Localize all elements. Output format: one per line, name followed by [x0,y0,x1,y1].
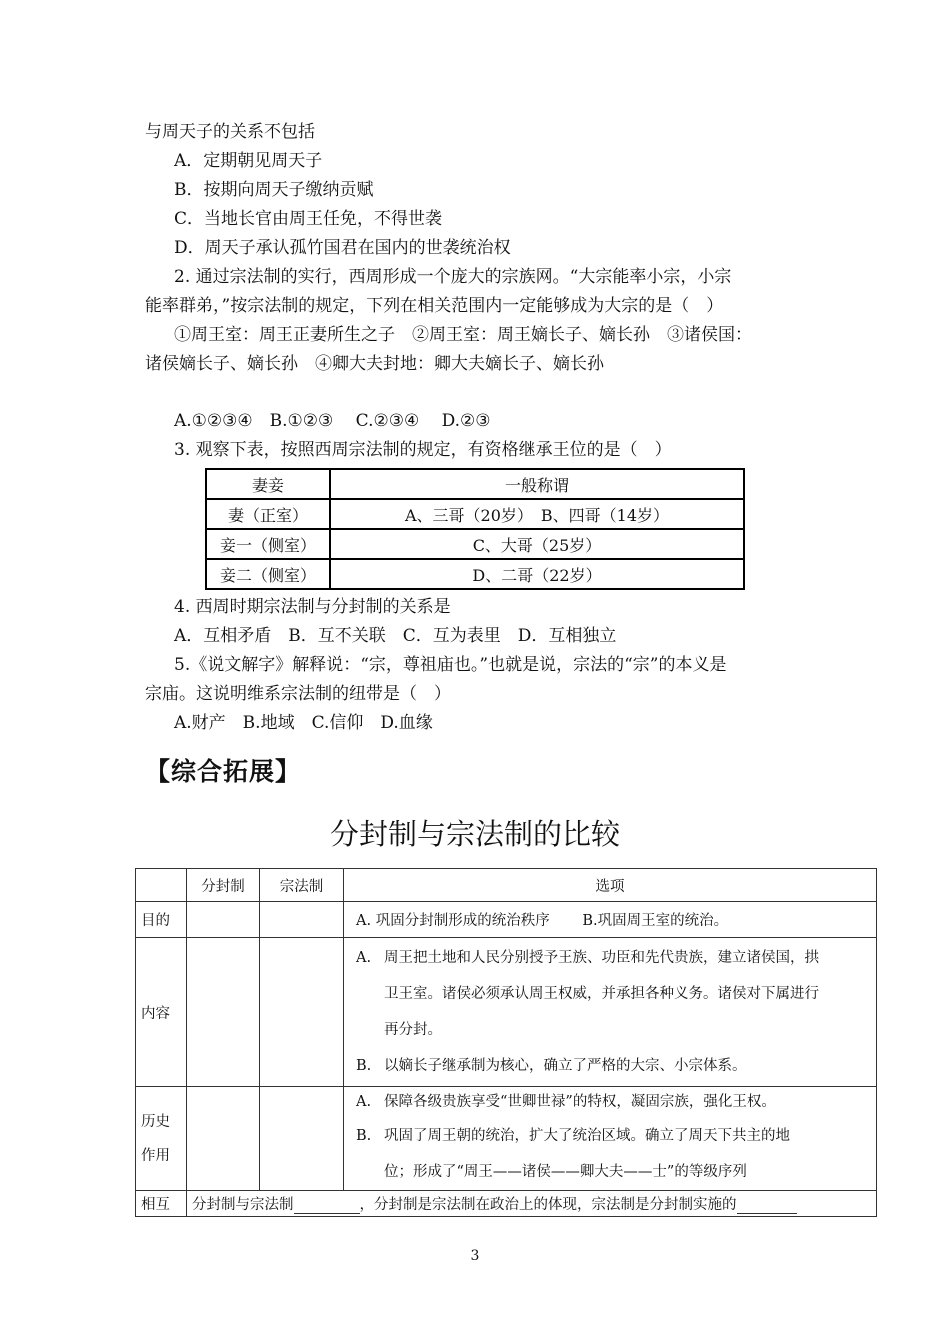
table-cell: 妻（正室） [206,499,330,529]
q1-option-b: B．按期向周天子缴纳贡赋 [174,180,374,200]
q2-items-line2: 诸侯嫡长子、嫡长孙 ④卿大夫封地：卿大夫嫡长子、嫡长孙 [145,354,604,374]
option-key: A. [356,950,372,966]
table-cell: D、二哥（22岁） [330,559,744,589]
q5-stem-line1: 5.《说文解字》解释说：“宗，尊祖庙也。”也就是说，宗法的“宗”的本义是 [174,655,727,675]
option-line: 巩固了周王朝的统治，扩大了统治区域。确立了周天下共主的地 [384,1128,790,1144]
section-heading: 【综合拓展】 [145,757,302,786]
table-header: 分封制 [187,869,260,902]
q2-stem-line1: 2. 通过宗法制的实行，西周形成一个庞大的宗族网。“大宗能率小宗，小宗 [174,267,732,287]
option-text: 巩固分封制形成的统治秩序 [375,913,550,929]
table-header: 妻妾 [206,469,330,499]
table-cell: 妾一（侧室） [206,529,330,559]
q1-option-c: C．当地长官由周王任免，不得世袭 [174,209,443,229]
table-cell: 妾二（侧室） [206,559,330,589]
comparison-title: 分封制与宗法制的比较 [329,817,620,851]
q4-stem: 4. 西周时期宗法制与分封制的关系是 [174,597,451,617]
q1-option-a: A．定期朝见周天子 [174,151,323,171]
option-line: 卫王室。诸侯必须承认周王权威，并承担各种义务。诸侯对下属进行 [384,986,819,1002]
fill-blank[interactable] [294,1197,360,1214]
page-number: 3 [470,1248,480,1264]
option-key: B. [356,1128,372,1144]
q4-options: A．互相矛盾 B．互不关联 C．互为表里 D．互相独立 [174,626,617,646]
q1-option-d: D．周天子承认孤竹国君在国内的世袭统治权 [174,238,511,258]
relation-text: 分封制与宗法制 [192,1197,294,1213]
table-header [136,869,187,902]
table-header: 宗法制 [260,869,344,902]
table-cell: A、三哥（20岁） B、四哥（14岁） [330,499,744,529]
option-key: A. [356,913,372,929]
content-option-b [356,1048,870,1084]
answer-cell[interactable] [187,938,260,1087]
q2-stem-line2: 能率群弟，”按宗法制的规定，下列在相关范围内一定能够成为大宗的是（ ） [145,296,724,316]
answer-cell[interactable] [260,938,344,1087]
row-label-content: 内容 [136,938,187,1087]
content-options [344,938,877,1087]
answer-cell[interactable] [260,902,344,938]
table-header: 选项 [344,869,877,902]
role-options [344,1087,877,1191]
answer-cell[interactable] [187,1087,260,1191]
option-line: 位；形成了“周王——诸侯——卿大夫——士”的等级序列 [384,1164,747,1180]
relation-cell [187,1191,877,1217]
q1-stem-tail: 与周天子的关系不包括 [145,122,315,142]
role-option-b [356,1118,870,1190]
q2-items-line1: ①周王室：周王正妻所生之子 ②周王室：周王嫡长子、嫡长孙 ③诸侯国： [174,325,752,345]
option-line: 以嫡长子继承制为核心，确立了严格的大宗、小宗体系。 [384,1058,747,1074]
fill-blank[interactable] [737,1197,797,1214]
relation-text: ，分封制是宗法制在政治上的体现，宗法制是分封制实施的 [359,1197,737,1213]
comparison-table [135,868,877,1217]
purpose-options [344,902,877,938]
option-line: 周王把土地和人民分别授予王族、功臣和先代贵族，建立诸侯国，拱 [384,950,819,966]
answer-cell[interactable] [187,902,260,938]
option-line: 再分封。 [384,1022,442,1038]
option-key: A. [356,1094,372,1110]
label-line: 作用 [141,1147,170,1164]
table-header: 一般称谓 [330,469,744,499]
q5-stem-line2: 宗庙。这说明维系宗法制的纽带是（ ） [145,684,451,704]
table-cell: C、大哥（25岁） [330,529,744,559]
option-key: B. [356,1058,372,1074]
q3-stem: 3. 观察下表，按照西周宗法制的规定，有资格继承王位的是（ ） [174,440,672,460]
q2-options: A.①②③④ B.①②③ C.②③④ D.②③ [174,411,491,431]
row-label-role [136,1087,187,1191]
q5-options: A.财产 B.地域 C.信仰 D.血缘 [174,713,433,733]
label-line: 历史 [141,1113,170,1130]
content-option-a [356,940,870,1048]
row-label-relation: 相互 [136,1191,187,1217]
option-text: B.巩固周王室的统治。 [582,913,729,929]
option-line: 保障各级贵族享受“世卿世禄”的特权，凝固宗族，强化王权。 [384,1094,776,1110]
succession-table [205,468,745,590]
row-label-purpose: 目的 [136,902,187,938]
answer-cell[interactable] [260,1087,344,1191]
role-option-a [356,1087,870,1118]
